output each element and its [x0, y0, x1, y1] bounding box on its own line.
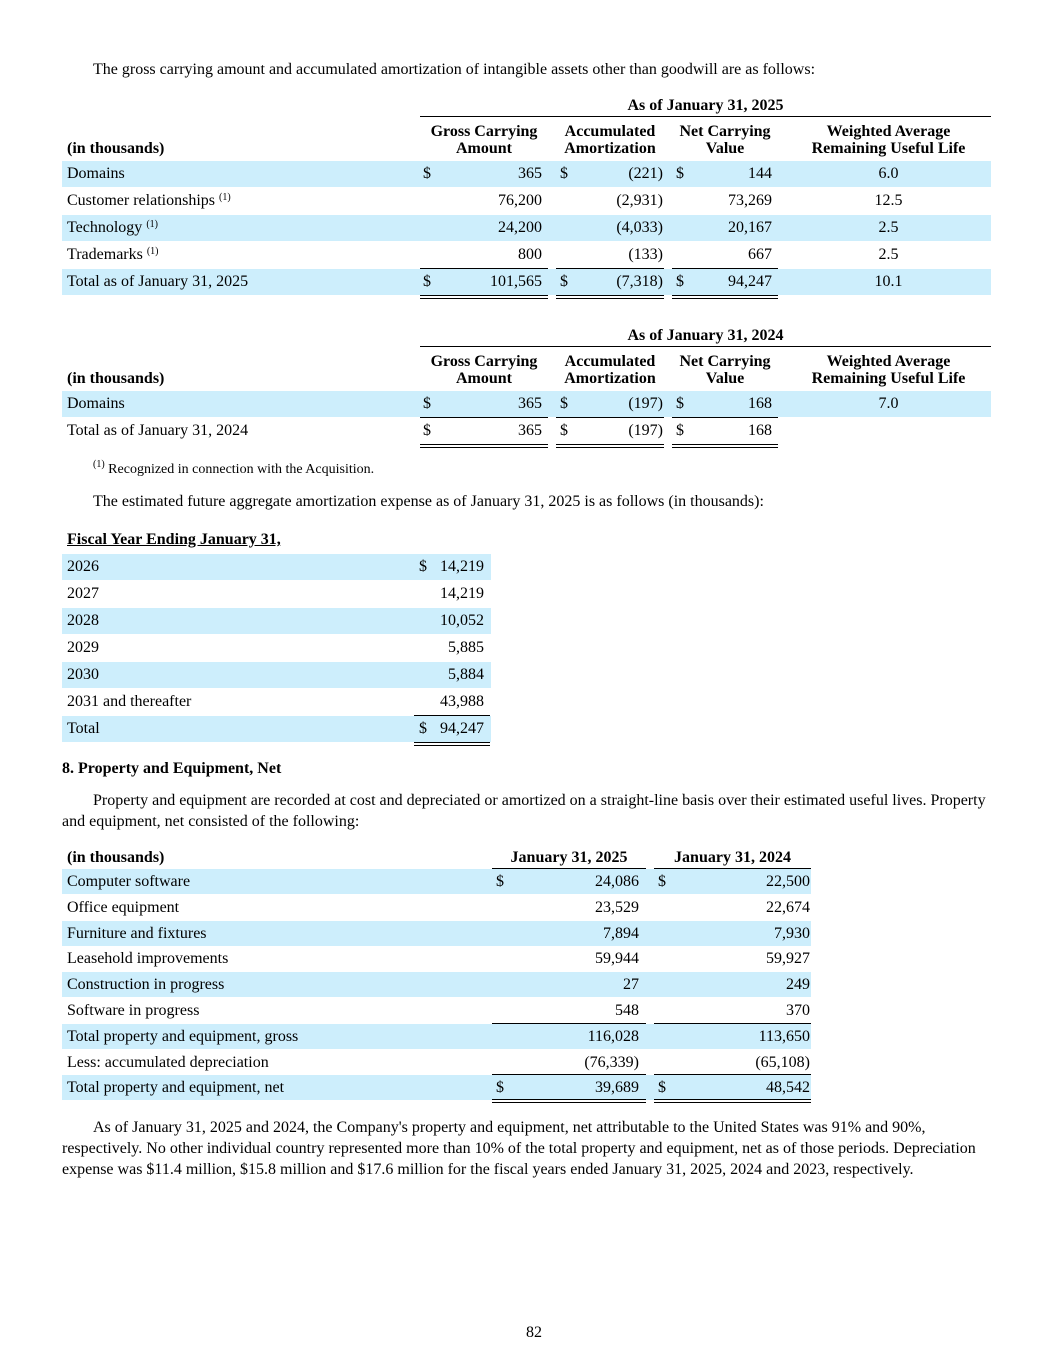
table-row: [62, 242, 991, 268]
total-double-rule: [414, 742, 490, 746]
row-label: Construction in progress: [67, 976, 225, 994]
value-2024: 113,650: [758, 1027, 810, 1045]
row-label: Less: accumulated depreciation: [67, 1053, 269, 1071]
total-top-rule: [672, 268, 778, 269]
row-label: [67, 273, 248, 291]
amortization-amount: 43,988: [440, 693, 484, 710]
table-row: [62, 269, 991, 295]
net-carrying-value: 667: [748, 246, 772, 263]
header-jan-2025: January 31, 2025: [510, 849, 628, 866]
table-2025-title-rule: [420, 116, 991, 117]
dollar-sign: $: [423, 422, 431, 439]
row-label: Total property and equipment, gross: [67, 1027, 299, 1045]
net-carrying-value: 94,247: [728, 273, 772, 290]
value-2024: 22,674: [766, 898, 810, 916]
accumulated-amortization: (2,931): [616, 192, 663, 209]
dollar-sign: $: [676, 165, 684, 182]
table-2024-title: As of January 31, 2024: [627, 327, 784, 344]
table-row: [62, 895, 811, 920]
total-top-rule: [556, 268, 664, 269]
total-double-rule: [672, 295, 778, 299]
list-item: [62, 581, 491, 607]
total-top-rule: [556, 417, 664, 418]
gross-carrying-amount: 800: [518, 246, 542, 263]
table-row: [62, 418, 991, 444]
row-label: Office equipment: [67, 898, 180, 916]
footnote-reference: (1): [218, 192, 231, 203]
value-2024: 249: [786, 976, 810, 994]
footnote-text: Recognized in connection with the Acquisition.: [108, 462, 375, 477]
row-label-text: Technology: [67, 219, 143, 236]
row-label: Leasehold improvements: [67, 950, 229, 968]
table-row: [62, 921, 811, 946]
remaining-useful-life: 7.0: [878, 395, 899, 412]
accumulated-amortization: (7,318): [616, 273, 663, 290]
remaining-useful-life: 2.5: [878, 246, 899, 263]
property-units-label: (in thousands): [67, 849, 165, 866]
table-row: [62, 1050, 811, 1075]
dollar-sign: $: [496, 1079, 504, 1097]
footnote-reference: (1): [146, 219, 158, 230]
list-item: [62, 716, 491, 742]
amortization-amount: 14,219: [440, 558, 484, 575]
row-label: [67, 246, 159, 264]
list-item: [62, 608, 491, 634]
value-2024: (65,108): [755, 1053, 810, 1071]
dollar-sign: $: [658, 873, 666, 890]
table-row: [62, 946, 811, 971]
subtotal-rule: [492, 1023, 646, 1024]
value-2024: 59,927: [766, 950, 810, 968]
accumulated-amortization: (133): [628, 246, 663, 263]
header-remaining-life-2025: Weighted Average Remaining Useful Life: [811, 123, 966, 157]
remaining-useful-life: 6.0: [878, 165, 899, 182]
value-2025: 116,028: [587, 1027, 639, 1045]
header-accumulated-amortization-2024: Accumulated Amortization: [564, 353, 656, 387]
header-accumulated-amortization-2025: Accumulated Amortization: [564, 123, 656, 157]
property-intro: Property and equipment are recorded at cost and depreciated or amortized on a straight-line basis over their estimated useful lives. Property and equipment, net consisted of the following:: [62, 792, 986, 830]
subtotal-rule: [654, 1023, 811, 1024]
fiscal-year: 2027: [67, 585, 99, 602]
value-2025: 39,689: [595, 1079, 639, 1097]
row-label: Furniture and fixtures: [67, 924, 207, 942]
footnote-reference: (1): [146, 246, 159, 257]
row-label: [67, 165, 125, 183]
table-row: [62, 188, 991, 214]
dollar-sign: $: [423, 273, 431, 290]
section-heading: 8. Property and Equipment, Net: [62, 760, 282, 777]
accumulated-amortization: (197): [628, 395, 663, 412]
value-2024: 7,930: [774, 924, 810, 942]
table-row: [62, 972, 811, 997]
total-top-rule: [420, 268, 548, 269]
dollar-sign: $: [560, 395, 568, 412]
amortization-intro: The estimated future aggregate amortization expense as of January 31, 2025 is as follows (in thousands):: [93, 493, 764, 510]
row-label: Computer software: [67, 873, 191, 890]
dollar-sign: $: [419, 558, 427, 575]
list-item: [62, 662, 491, 688]
fiscal-year: 2029: [67, 639, 99, 656]
table-row: [62, 215, 991, 241]
remaining-useful-life: 12.5: [874, 192, 903, 209]
header-jan-2024: January 31, 2024: [674, 849, 791, 866]
fiscal-year: 2026: [67, 558, 99, 575]
intangibles-intro: The gross carrying amount and accumulated amortization of intangible assets other than goodwill are as follows:: [93, 61, 816, 78]
net-carrying-value: 168: [748, 395, 772, 412]
total-double-rule: [672, 444, 778, 448]
dollar-sign: $: [560, 422, 568, 439]
value-2024: 48,542: [766, 1079, 810, 1097]
table-row: [62, 1024, 811, 1049]
dollar-sign: $: [423, 165, 431, 182]
row-label: Software in progress: [67, 1002, 200, 1019]
dollar-sign: $: [676, 422, 684, 439]
accumulated-amortization: (221): [628, 165, 663, 182]
fiscal-year: 2030: [67, 666, 99, 683]
total-top-rule: [654, 1074, 811, 1075]
dollar-sign: $: [496, 873, 504, 890]
amortization-amount: 94,247: [440, 720, 484, 737]
list-item: [62, 554, 491, 580]
accumulated-amortization: (197): [628, 422, 663, 439]
value-2025: 7,894: [603, 924, 639, 942]
value-2024: 22,500: [766, 873, 810, 890]
row-label: [67, 192, 231, 210]
total-top-rule: [420, 417, 548, 418]
gross-carrying-amount: 76,200: [498, 192, 542, 209]
value-2025: (76,339): [584, 1053, 639, 1071]
row-label: [67, 395, 125, 413]
amortization-amount: 5,884: [448, 666, 484, 683]
gross-carrying-amount: 101,565: [490, 273, 542, 290]
accumulated-amortization: (4,033): [616, 219, 663, 236]
value-2025: 24,086: [595, 873, 639, 890]
gross-carrying-amount: 365: [518, 395, 542, 412]
list-item: [62, 635, 491, 661]
net-carrying-value: 20,167: [728, 219, 772, 236]
list-item: [62, 689, 491, 715]
total-top-rule: [672, 417, 778, 418]
footnote: [93, 459, 375, 478]
dollar-sign: $: [676, 273, 684, 290]
header-gross-carrying-2024: Gross Carrying Amount: [430, 353, 538, 387]
gross-carrying-amount: 365: [518, 165, 542, 182]
total-top-rule: [492, 1074, 646, 1075]
header-gross-carrying-2025: Gross Carrying Amount: [430, 123, 538, 157]
row-label: [67, 219, 158, 237]
value-2025: 27: [623, 976, 639, 994]
header-net-carrying-2025: Net Carrying Value: [679, 123, 771, 157]
row-label-text: Customer relationships: [67, 192, 215, 209]
amortization-amount: 5,885: [448, 639, 484, 656]
table-2025-title: As of January 31, 2025: [627, 97, 784, 114]
net-carrying-value: 73,269: [728, 192, 772, 209]
row-label-text: Total as of January 31, 2025: [67, 273, 249, 290]
row-label-text: Trademarks: [67, 246, 143, 263]
remaining-useful-life: 2.5: [878, 219, 899, 236]
amortization-amount: 10,052: [440, 612, 484, 629]
total-double-rule: [556, 444, 664, 448]
row-label: Total property and equipment, net: [67, 1079, 285, 1097]
row-label: [67, 422, 248, 440]
fiscal-year: 2031 and thereafter: [67, 693, 192, 710]
gross-carrying-amount: 24,200: [498, 219, 542, 236]
fiscal-year-header: Fiscal Year Ending January 31,: [67, 531, 281, 548]
net-carrying-value: 144: [748, 165, 772, 182]
gross-carrying-amount: 365: [518, 422, 542, 439]
table-row: [62, 391, 991, 417]
value-2025: 548: [615, 1002, 639, 1019]
footnote-marker: (1): [93, 459, 105, 470]
table-2025-units-label: (in thousands): [67, 140, 165, 157]
property-closing-paragraph: As of January 31, 2025 and 2024, the Company's property and equipment, net attributable to the United States was 91% and 90%, respectively. No other individual country represented more than 10% of the total property and equipment, net as of those periods. Depreciation expense was $11.4 million, $15.8 million and $17.6 million for the fiscal years ended January 31, 2025, 2024 and 2023, respectively.: [62, 1119, 976, 1178]
table-2024-units-label: (in thousands): [67, 370, 165, 387]
table-row: [62, 869, 811, 894]
total-double-rule: [654, 1099, 811, 1103]
fiscal-year: Total: [67, 720, 100, 737]
value-2024: 370: [786, 1002, 810, 1019]
value-2025: 23,529: [595, 898, 639, 916]
table-2024-title-rule: [420, 346, 991, 347]
dollar-sign: $: [560, 273, 568, 290]
row-label-text: Domains: [67, 165, 125, 182]
table-row: [62, 998, 811, 1023]
header-remaining-life-2024: Weighted Average Remaining Useful Life: [811, 353, 966, 387]
dollar-sign: $: [676, 395, 684, 412]
dollar-sign: $: [419, 720, 427, 737]
total-double-rule: [556, 295, 664, 299]
header-net-carrying-2024: Net Carrying Value: [679, 353, 771, 387]
remaining-useful-life: 10.1: [874, 273, 903, 290]
row-label-text: Total as of January 31, 2024: [67, 422, 249, 439]
row-label-text: Domains: [67, 395, 125, 412]
table-row: [62, 161, 991, 187]
total-double-rule: [492, 1099, 646, 1103]
total-double-rule: [420, 444, 548, 448]
total-top-rule: [414, 715, 490, 716]
page-number: 82: [526, 1324, 542, 1341]
amortization-amount: 14,219: [440, 585, 484, 602]
dollar-sign: $: [560, 165, 568, 182]
fiscal-year: 2028: [67, 612, 99, 629]
table-row: [62, 1075, 811, 1100]
net-carrying-value: 168: [748, 422, 772, 439]
total-double-rule: [420, 295, 548, 299]
value-2025: 59,944: [595, 950, 639, 968]
dollar-sign: $: [658, 1079, 666, 1097]
dollar-sign: $: [423, 395, 431, 412]
